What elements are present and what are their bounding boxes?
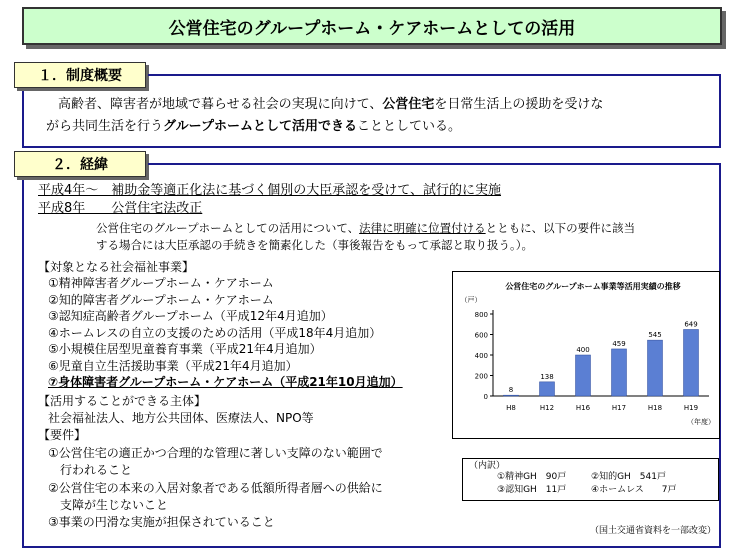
data-label: 8 (508, 386, 514, 395)
requirement-1: ①公営住宅の適正かつ合理的な管理に著しい支障のない範囲で (48, 446, 383, 460)
entity-list: 社会福祉法人、地方公共団体、医療法人、NPO等 (48, 411, 314, 425)
description-line-1-underline: 法律に明確に位置付ける (359, 221, 486, 235)
section1-heading-line (148, 74, 718, 76)
category-label: H12 (539, 404, 555, 412)
y-tick-label: 0 (483, 393, 488, 401)
section1-line2-post: こととしている。 (356, 119, 461, 134)
history-line-2: 平成8年 公営住宅法改正 (38, 201, 203, 216)
breakdown-item: ③認知GH 11戸 (497, 485, 567, 495)
target-item: ①精神障害者グループホーム・ケアホーム (48, 276, 274, 290)
entity-heading: 【活用することができる主体】 (38, 394, 207, 408)
section1-line2-pre: がら共同生活を行う (46, 119, 164, 134)
bar (648, 340, 663, 396)
section1-line2-bold: グループホームとして活用できる (163, 119, 357, 134)
category-label: H8 (506, 404, 516, 412)
section1-line1-pre: 高齢者、障害者が地域で暮らせる社会の実現に向けて、 (58, 97, 383, 112)
bar (612, 349, 627, 396)
target-item: ⑥児童自立生活援助事業（平成21年4月追加） (48, 358, 298, 373)
data-label: 545 (648, 331, 662, 340)
target-item-highlighted: ⑦身体障害者グループホーム・ケアホーム（平成21年10月追加） (48, 375, 403, 389)
chart-title: 公営住宅のグループホーム事業等活用実績の推移 (505, 282, 681, 291)
category-label: H17 (611, 404, 627, 412)
target-item: ②知的障害者グループホーム・ケアホーム (48, 292, 274, 307)
bar (504, 395, 519, 396)
description-line-1-post: とともに、以下の要件に該当 (485, 221, 636, 235)
breakdown-box (462, 458, 719, 501)
category-label: H16 (575, 404, 591, 412)
category-label: H18 (647, 404, 663, 412)
bar (576, 355, 591, 396)
bar (540, 382, 555, 396)
bar-chart (453, 272, 719, 438)
y-tick-label: 400 (474, 352, 488, 360)
description-line-2: する場合には大臣承認の手続きを簡素化した（事後報告をもって承認と取り扱う。）。 (96, 238, 533, 252)
data-label: 138 (540, 372, 554, 381)
section2-heading (14, 151, 146, 177)
source-note: （国土交通省資料を一部改変） (590, 526, 717, 536)
breakdown-item: ②知的GH 541戸 (591, 472, 666, 482)
data-label: 649 (684, 320, 698, 329)
section1-heading (14, 62, 146, 88)
y-tick-label: 600 (474, 331, 488, 340)
page-title (22, 7, 722, 45)
section1-line1-post: を日常生活上の援助を受けな (434, 97, 604, 112)
requirement-2-cont: 支障が生じないこと (60, 498, 169, 512)
category-label: H19 (683, 404, 699, 412)
description-line-1-pre: 公営住宅のグループホームとしての活用について、 (96, 221, 360, 235)
target-heading: 【対象となる社会福祉事業】 (38, 260, 195, 274)
description-line-1 (96, 221, 635, 236)
data-label: 459 (612, 339, 626, 348)
requirement-1-cont: 行われること (60, 463, 133, 477)
breakdown-heading: （内訳） (469, 461, 506, 471)
section2-heading-line (148, 163, 718, 165)
requirements-heading: 【要件】 (38, 428, 87, 442)
section2-heading-text: ２．経緯 (52, 157, 108, 173)
requirement-2: ②公営住宅の本来の入居対象者である低額所得者層への供給に (48, 481, 383, 495)
y-tick-label: 200 (474, 372, 488, 381)
section1-line1 (58, 96, 603, 114)
target-item: ③認知症高齢者グループホーム（平成12年4月追加） (48, 309, 333, 323)
breakdown-item: ④ホームレス 7戸 (591, 485, 677, 495)
section1-line2 (46, 118, 461, 136)
y-tick-label: 800 (474, 311, 488, 319)
history-line-1: 平成4年～ 補助金等適正化法に基づく個別の大臣承認を受けて、試行的に実施 (38, 183, 502, 198)
breakdown-item: ①精神GH 90戸 (497, 472, 567, 482)
target-item: ④ホームレスの自立の支援のための活用（平成18年4月追加） (48, 325, 382, 340)
chart-xlabel: （年度） (687, 418, 715, 426)
target-item: ⑤小規模住居型児童養育事業（平成21年4月追加） (48, 342, 322, 356)
section1-line1-bold: 公営住宅 (382, 97, 435, 112)
bar (684, 329, 699, 396)
requirement-3: ③事業の円滑な実施が担保されていること (48, 515, 275, 529)
target-list (48, 276, 403, 392)
chart-panel (452, 271, 720, 439)
section1-heading-text: １．制度概要 (38, 68, 122, 84)
page-title-text: 公営住宅のグループホーム・ケアホームとしての活用 (168, 18, 576, 39)
data-label: 400 (576, 346, 590, 354)
chart-ylabel: （戸） (460, 296, 482, 304)
